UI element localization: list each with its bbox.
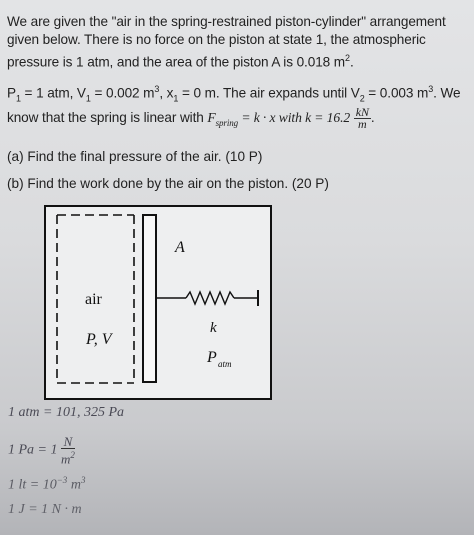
problem-state: $P_1 = 1$ atm, $V_1 = 0.002$ $m^3$, $x_1 = 0$ m. The air expands until $V_2 = 0.003$ $m^3$. We know that the spring is linear with $F_{spring} = k \cdot x$ with k = 16.2 $\frac{kN}{m}$ . bbox=[7, 84, 461, 132]
atmospheric-pressure-label: P bbox=[207, 349, 217, 366]
question-b: (b) Find the work done by the air on the piston. (20 P) bbox=[7, 176, 329, 191]
conversion-atm: 1 atm = 101, 325 Pa bbox=[8, 405, 124, 420]
piston-area-label: A bbox=[175, 239, 185, 256]
conversion-pascal: 1 Pa = 1 $\frac{N}{m^2}$ bbox=[8, 434, 75, 467]
piston bbox=[143, 215, 156, 382]
conversion-liter: 1 lt = $10^{-3}$ $m^3$ bbox=[8, 475, 86, 493]
spring-constant-label: k bbox=[210, 320, 217, 336]
spring-constant-unit: $\frac{kN}{m}$ bbox=[355, 105, 369, 132]
air-label: air bbox=[85, 291, 102, 308]
diagram-frame bbox=[45, 206, 271, 399]
pressure-volume-label: P, V bbox=[86, 331, 112, 348]
question-a: (a) Find the final pressure of the air. (10 P) bbox=[7, 149, 263, 164]
atmospheric-pressure-subscript: atm bbox=[218, 359, 232, 369]
conversion-joule: 1 J = 1 N · m bbox=[8, 502, 82, 517]
problem-intro: We are given the "air in the spring-restrained piston-cylinder" arrangement given below. There is no force on the piston at state 1, the atmospheric pressure is 1 atm, and the area of the piston A is 0.018 $m^2$. bbox=[7, 14, 446, 70]
